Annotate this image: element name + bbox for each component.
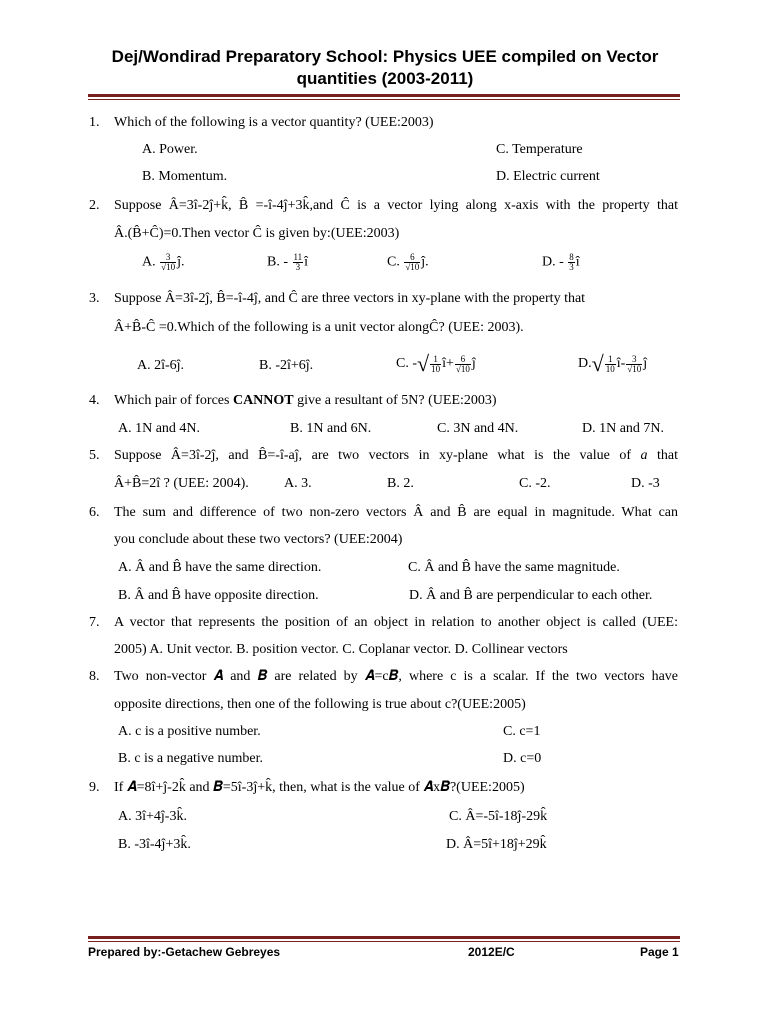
question-text: Suppose Â=3î-2ĵ, and B̂=-î-aĵ, are two vectors in xy-plane what is the value of a that xyxy=(114,448,678,463)
option-d: D. Â=5î+18ĵ+29k̂ xyxy=(446,837,547,852)
option-b: B. -3î-4ĵ+3k̂. xyxy=(118,837,191,852)
question-number: 2. xyxy=(89,198,100,213)
footer-page-number: Page 1 xyxy=(640,945,679,959)
option-c: C. Â and B̂ have the same magnitude. xyxy=(408,560,620,575)
question-text: Suppose Â=3î-2ĵ+k̂, B̂ =-î-4ĵ+3k̂,and Ĉ is a vector lying along x-axis with the property that xyxy=(114,198,678,213)
option-a: A. 3î+4ĵ-3k̂. xyxy=(118,809,187,824)
question-text: Which pair of forces CANNOT give a resultant of 5N? (UEE:2003) xyxy=(114,393,497,408)
question-text: The sum and difference of two non-zero vectors Â and B̂ are equal in magnitude. What can xyxy=(114,505,678,520)
option-d: D. - $\frac{8}{3}$ î xyxy=(542,252,580,272)
option-b: B. Momentum. xyxy=(142,169,228,184)
option-a: A. 3. xyxy=(284,476,312,491)
option-b: B. 2. xyxy=(387,476,414,491)
option-a: A. Power. xyxy=(142,142,198,157)
question-text: Which of the following is a vector quantity? (UEE:2003) xyxy=(114,115,434,130)
question-text-cont: Â+B̂=2î ? (UEE: 2004). xyxy=(114,476,249,491)
question-text-cont: Â+B̂-Ĉ =0.Which of the following is a unit vector alongĈ? (UEE: 2003). xyxy=(114,320,524,335)
option-c: C. -2. xyxy=(519,476,551,491)
question-number: 5. xyxy=(89,448,100,463)
question-number: 6. xyxy=(89,505,100,520)
footer-year: 2012E/C xyxy=(468,945,515,959)
question-text: Two non-vector 𝑨̂ and 𝑩̂ are related by 𝑨̂=c𝑩̂, where c is a scalar. If the two vectors have xyxy=(114,669,678,684)
radical-sign: √ xyxy=(417,351,430,376)
option-a: A. c is a positive number. xyxy=(118,724,261,739)
option-b: B. - $\frac{11}{3}$ î xyxy=(267,252,309,272)
option-c: C. 3N and 4N. xyxy=(437,421,519,436)
option-c: C. c=1 xyxy=(503,724,541,739)
option-d: D. -3 xyxy=(631,476,660,491)
question-number: 7. xyxy=(89,615,100,630)
option-d: D. 1N and 7N. xyxy=(582,421,665,436)
question-number: 3. xyxy=(89,291,100,306)
option-d: D. c=0 xyxy=(503,751,542,766)
option-a: A. 2î-6ĵ. xyxy=(137,358,185,373)
option-b: B. -2î+6ĵ. xyxy=(259,358,314,373)
footer-rule-thin xyxy=(88,941,680,942)
question-text: A vector that represents the position of an object in relation to another object is called (UEE: xyxy=(114,615,678,630)
header-rule xyxy=(88,94,680,97)
option-d: D. Electric current xyxy=(496,169,600,184)
option-a: A. $\frac{3}{√10}$ ĵ. xyxy=(142,252,185,272)
question-number: 1. xyxy=(89,115,100,130)
footer-rule xyxy=(88,936,680,939)
option-a: A. Â and B̂ have the same direction. xyxy=(118,560,322,575)
option-c: C. $\frac{6}{√10}$ ĵ. xyxy=(387,252,429,272)
question-number: 9. xyxy=(89,780,100,795)
question-text-cont: you conclude about these two vectors? (UEE:2004) xyxy=(114,532,403,547)
page-title: Dej/Wondirad Preparatory School: Physics UEE compiled on Vector quantities (2003-2011) xyxy=(111,47,659,88)
question-text: If 𝑨̂=8î+ĵ-2k̂ and 𝑩̂=5î-3ĵ+k̂, then, what is the value of 𝑨̂x𝑩̂?(UEE:2005) xyxy=(114,780,525,795)
option-d: D. Â and B̂ are perpendicular to each other. xyxy=(409,588,653,603)
option-c: C. Temperature xyxy=(496,142,583,157)
radical-sign: √ xyxy=(591,351,604,376)
question-text-cont: Â.(B̂+Ĉ)=0.Then vector Ĉ is given by:(UEE:2003) xyxy=(114,226,400,241)
option-c: C. Â=-5î-18ĵ-29k̂ xyxy=(449,809,548,824)
option-a: A. 1N and 4N. xyxy=(118,421,201,436)
option-b: B. 1N and 6N. xyxy=(290,421,372,436)
header-rule-thin xyxy=(88,99,680,100)
footer-author: Prepared by:-Getachew Gebreyes xyxy=(88,945,281,959)
question-number: 8. xyxy=(89,669,100,684)
question-number: 4. xyxy=(89,393,100,408)
question-text: Suppose Â=3î-2ĵ, B̂=-î-4ĵ, and Ĉ are three vectors in xy-plane with the property that xyxy=(114,291,586,306)
option-b: B. c is a negative number. xyxy=(118,751,264,766)
question-text-cont: 2005) A. Unit vector. B. position vector. C. Coplanar vector. D. Collinear vectors xyxy=(114,642,568,657)
option-b: B. Â and B̂ have opposite direction. xyxy=(118,588,319,603)
option-c: C. -√ $\frac{1}{10}$ î+ $\frac{6}{√10}$ ĵ xyxy=(396,351,476,376)
option-d: D.√ $\frac{1}{10}$ î- $\frac{3}{√10}$ ĵ xyxy=(578,351,648,376)
question-text-cont: opposite directions, then one of the following is true about c?(UEE:2005) xyxy=(114,697,526,712)
